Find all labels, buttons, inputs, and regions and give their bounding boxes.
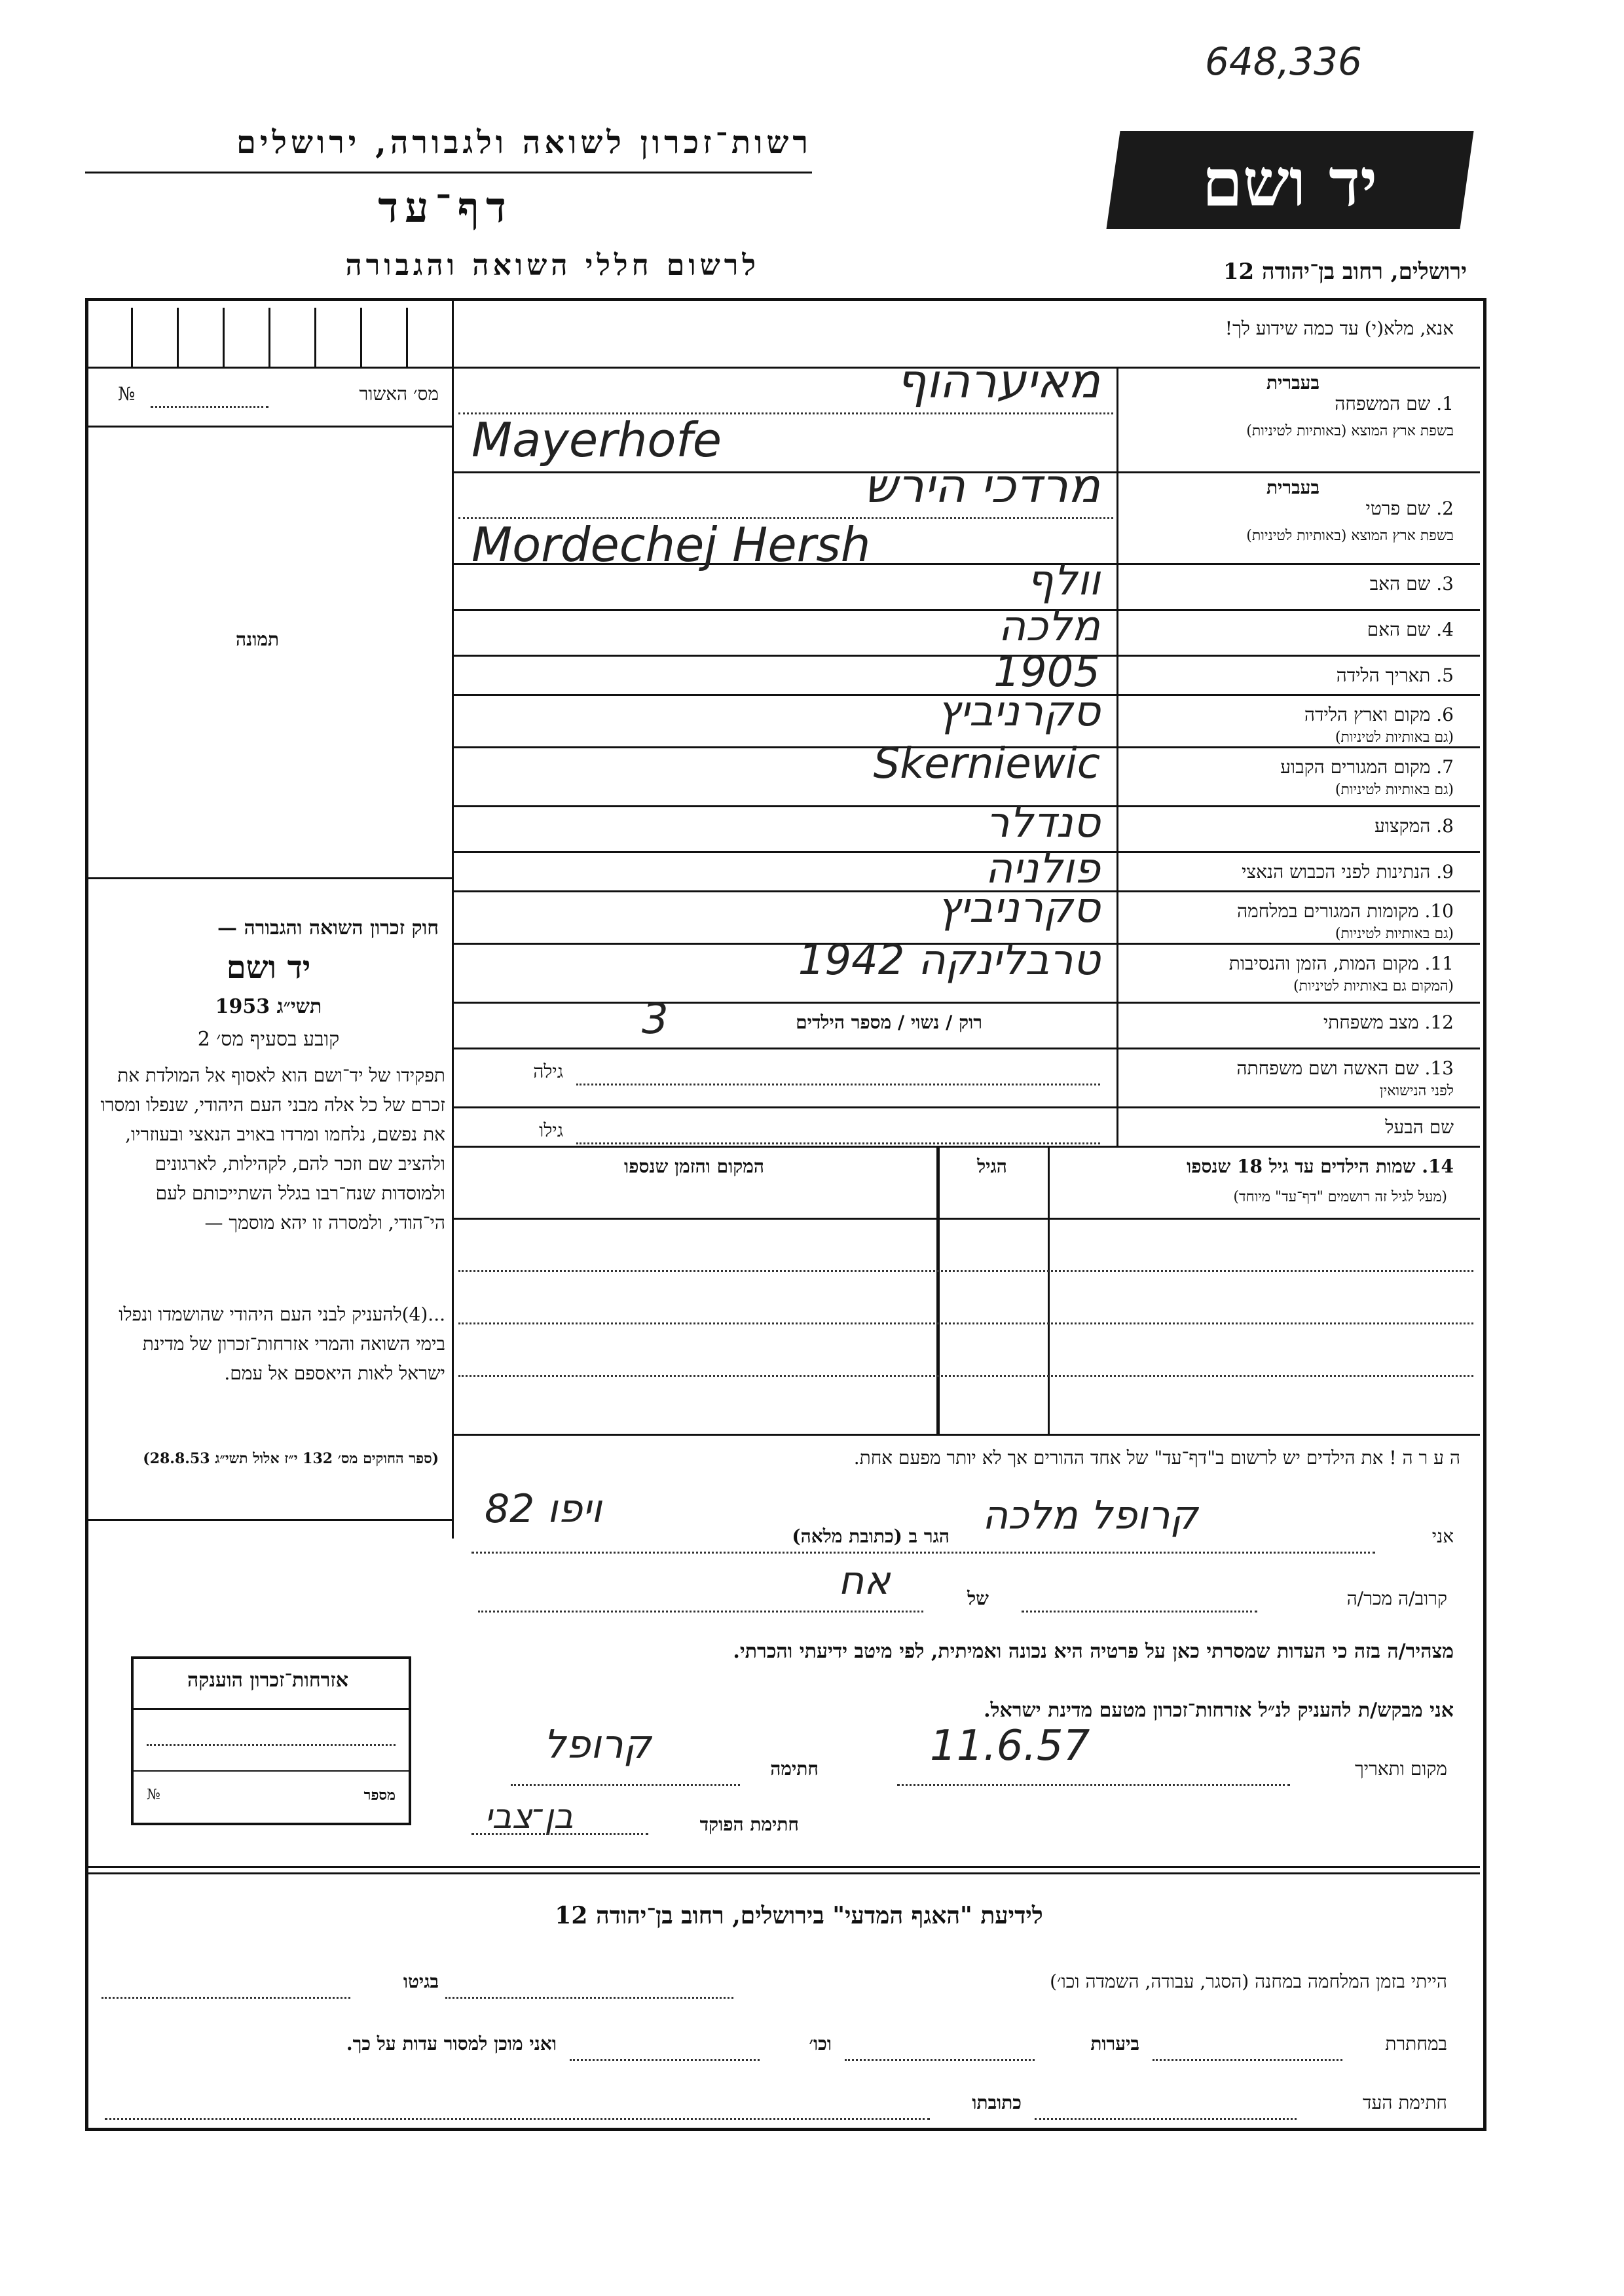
field-value-latin: Mayerhofe — [471, 412, 722, 467]
field-row-divider — [454, 1106, 1480, 1108]
citizenship-number-sign: № — [147, 1787, 160, 1803]
officer-value: בן־צבי — [485, 1797, 574, 1836]
field-value: טרבלינקה 1942 — [798, 936, 1100, 985]
law-ref: (ספר החוקים מס׳ 132 י״ז אלול תשי״ג 28.8.53) — [143, 1450, 439, 1467]
field-label: 8. המקצוע — [1375, 815, 1454, 837]
field-value-hebrew: מרדכי הירש — [864, 458, 1100, 513]
law-name: יד ושם — [226, 949, 311, 986]
field-label: 2. שם פרטי — [1365, 498, 1454, 519]
field-age-label: גילו — [539, 1120, 563, 1141]
field-lang-tag: בעברית — [1266, 477, 1320, 498]
citizenship-number-label: מספר — [363, 1787, 396, 1804]
law-title: חוק זכרון השואה והגבורה — — [217, 917, 439, 939]
field-value: מלכה — [998, 602, 1100, 651]
children-age-col: הגיל — [977, 1156, 1007, 1177]
relation-value: אח — [838, 1558, 891, 1604]
footer-line2-b: ביערות — [1090, 2033, 1139, 2054]
footer-line1: הייתי בזמן המלחמה במחנה (הסגר, עבודה, השמדה וכו׳) — [1050, 1971, 1447, 1992]
relative-label: קרוב/ה מכר/ה — [1346, 1588, 1447, 1609]
field-age-label: גילה — [533, 1061, 563, 1082]
citizenship-box — [131, 1656, 411, 1825]
footer-line1-end: בגיטו — [403, 1971, 439, 1992]
page-subtitle: לרשום חללי השואה והגבורה — [345, 249, 760, 282]
footer-title: לידיעת "האגף המדעי" בירושלים, רחוב בן־יהודה 12 — [555, 1902, 1043, 1929]
instruction: אנא, מלא(י) עד כמה שידוע לך! — [1225, 318, 1454, 339]
law-clause: קובע בסעיף מס׳ 2 — [197, 1028, 340, 1051]
field-value: פולניה — [985, 845, 1100, 893]
signature-label: חתימה — [770, 1758, 819, 1779]
field-sublabel: (גם באותיות לטיניות) — [1335, 926, 1454, 942]
field-sublabel: (המקום גם באותיות לטיניות) — [1293, 978, 1454, 994]
photo-label: תמונה — [236, 629, 280, 650]
witness-address: ויפו 82 — [485, 1486, 602, 1532]
field-label: 7. מקום המגורים הקבוע — [1280, 756, 1454, 778]
place-date-label: מקום ותאריך — [1354, 1758, 1447, 1779]
stamp-number: 648,336 — [1205, 39, 1362, 84]
field-row-divider — [454, 1002, 1480, 1004]
authority-title: רשות־זכרון לשואה ולגבורה, ירושלים — [236, 124, 812, 161]
field-label: 9. הנתינות לפני הכבוש הנאצי — [1242, 861, 1454, 883]
field-value-latin: Mordechej Hersh — [471, 517, 871, 572]
field-value: סנדלר — [986, 799, 1100, 847]
address: ירושלים, רחוב בן־יהודה 12 — [1223, 259, 1467, 285]
field-label: שם הבעל — [1385, 1116, 1454, 1138]
field-label: 4. שם האם — [1367, 619, 1454, 640]
field-label: 6. מקום וארץ הלידה — [1304, 704, 1454, 725]
footer-line2-c: וכו׳ — [809, 2033, 832, 2054]
field-sublabel: (גם באותיות לטיניות) — [1335, 782, 1454, 798]
note-text: ה ע ר ה ! את הילדים יש לרשום ב"דף־עד" של אחד ההורים אך לא יותר מפעם אחת. — [853, 1447, 1460, 1468]
footer-line3-a: חתימת העד — [1363, 2092, 1447, 2113]
field-dotline — [576, 1084, 1100, 1085]
witness-i-label: אני — [1431, 1525, 1454, 1547]
field-label: 12. מצב משפחתי — [1323, 1011, 1454, 1033]
children-place-col: המקום והזמן שנספו — [624, 1156, 764, 1177]
approval-no-label: מס׳ האשור — [359, 383, 439, 405]
place-date-value: 11.6.57 — [930, 1722, 1090, 1770]
field-label: 10. מקומות המגורים במלחמה — [1237, 900, 1454, 922]
field-value: וולף — [1026, 556, 1100, 605]
field-label: 3. שם האב — [1369, 573, 1454, 594]
field-value: סקרניביץ — [937, 687, 1100, 736]
field-value-hw: 3 — [642, 995, 669, 1044]
field-row-divider — [454, 1048, 1480, 1049]
law-text: תפקידו של יד־ושם הוא לאסוף אל המולדת את זכרם של כל אלה מבני העם היהודי, שנפלו ומסרו את נפשם, נלחמו ומרדו באויב הנאצי ובעוזריו, ולהציב שם וזכר להם, לקהילות, לארגונים ולמוסדות שנח־רבו בגלל השתייכותם לעם הי־הודי, ולמסרה זו יהא מוסמך — — [100, 1065, 445, 1233]
children-label: 14. שמות הילדים עד גיל 18 שנספו — [1187, 1156, 1454, 1177]
law-year: תשי״ג 1953 — [215, 995, 322, 1018]
field-label: 1. שם המשפחה — [1335, 393, 1454, 414]
officer-label: חתימת הפוקד — [699, 1813, 799, 1835]
field-value: סקרניביץ — [937, 884, 1100, 932]
signature-value: קרופל — [544, 1722, 652, 1768]
yad-vashem-logo: יד ושם — [1106, 131, 1473, 229]
field-value: 1905 — [993, 648, 1100, 697]
law-text-2: ...(4)להעניק לבני העם היהודי שהושמדו ונפלו בימי השואה והמרי אזרחות־זכרון של מדינת ישראל לאות היאספם אל עמם. — [119, 1303, 445, 1384]
field-dotline — [576, 1142, 1100, 1144]
field-label: 13. שם האשה ושם משפחתה — [1236, 1057, 1454, 1079]
footer-line2-a: במחתרת — [1385, 2033, 1447, 2054]
citizenship-title: אזרחות־זכרון הוענקה — [187, 1669, 349, 1692]
approval-no-sign: № — [118, 383, 136, 405]
children-sub: (מעל לגיל זה רושמים "דף־עד" מיוחד) — [1233, 1189, 1447, 1205]
footer-line2-end: ואני מוכן למסור עדות על כך. — [346, 2033, 557, 2054]
field-value: Skerniewic — [873, 740, 1100, 788]
field-lang-tag: בעברית — [1266, 372, 1320, 393]
declaration: מצהיר/ה בזה כי העדות שמסרתי כאן על פרטיה היא נכונה ואמיתית, לפי מיטב ידיעתי והכרתי. — [733, 1640, 1454, 1663]
field-value-hebrew: מאיערהוף — [896, 354, 1100, 409]
witness-resident-label: הגר ב (כתובת מלאה) — [792, 1525, 950, 1547]
footer-line3-b: כתובתו — [972, 2092, 1022, 2113]
of-label: של — [967, 1588, 989, 1609]
page-title: דף־עד — [378, 183, 513, 232]
request: אני מבקש/ת להעניק לנ״ל אזרחות־זכרון מטעם מדינת ישראל. — [984, 1699, 1454, 1722]
field-sublabel: (גם באותיות לטיניות) — [1335, 729, 1454, 746]
field-sublabel: בשפת ארץ המוצא (באותיות לטיניות) — [1246, 528, 1454, 544]
field-label: 5. תאריך הלידה — [1336, 665, 1454, 686]
field-label: 11. מקום המות, הזמן והנסיבות — [1228, 953, 1454, 974]
field-sublabel: לפני הנישואין — [1379, 1083, 1454, 1099]
witness-name: קרופל מלכה — [982, 1493, 1198, 1539]
field-sublabel: בשפת ארץ המוצא (באותיות לטיניות) — [1246, 423, 1454, 439]
field-value-print: רוק / נשוי / מספר הילדים — [796, 1011, 982, 1033]
